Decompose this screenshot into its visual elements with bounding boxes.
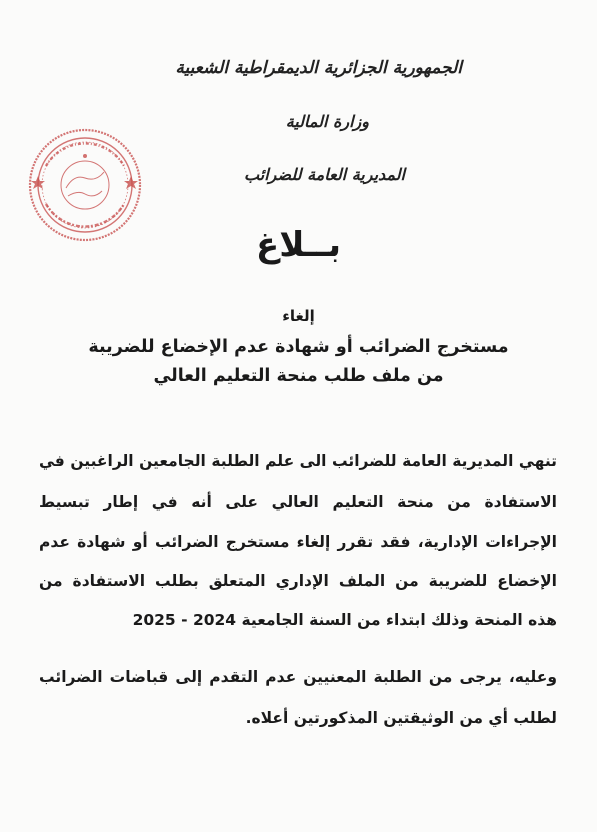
ministry-heading: وزارة المالية: [285, 112, 369, 131]
body-text-line: وعليه، يرجى من الطلبة المعنيين عدم التقدم إلى قباضات الضرائب: [39, 668, 557, 686]
body-text-line: الاستفادة من منحة التعليم العالي على أنه في إطار تبسيط: [39, 493, 557, 511]
directorate-heading: المديرية العامة للضرائب: [244, 165, 405, 184]
notice-title: بــلاغ: [255, 225, 342, 265]
body-text-line: الإخضاع للضريبة من الملف الإداري المتعلق بطلب الاستفادة من: [39, 572, 557, 590]
body-text-line: لطلب أي من الوثيقتين المذكورتين أعلاه.: [245, 709, 557, 727]
body-text-line: تنهي المديرية العامة للضرائب الى علم الطلبة الجامعين الراغبين في: [39, 452, 557, 470]
subject-line: من ملف طلب منحة التعليم العالي: [153, 366, 444, 386]
republic-heading: الجمهورية الجزائرية الديمقراطية الشعبية: [175, 58, 462, 78]
subject-line: مستخرج الضرائب أو شهادة عدم الإخضاع للضريبة: [88, 337, 509, 357]
body-text-line: الإجراءات الإدارية، فقد تقرر إلغاء مستخرج الضرائب أو شهادة عدم: [39, 533, 557, 551]
subject-line: إلغاء: [282, 307, 315, 325]
body-text-line: هذه المنحة وذلك ابتداء من السنة الجامعية 2024 - 2025: [132, 611, 557, 629]
